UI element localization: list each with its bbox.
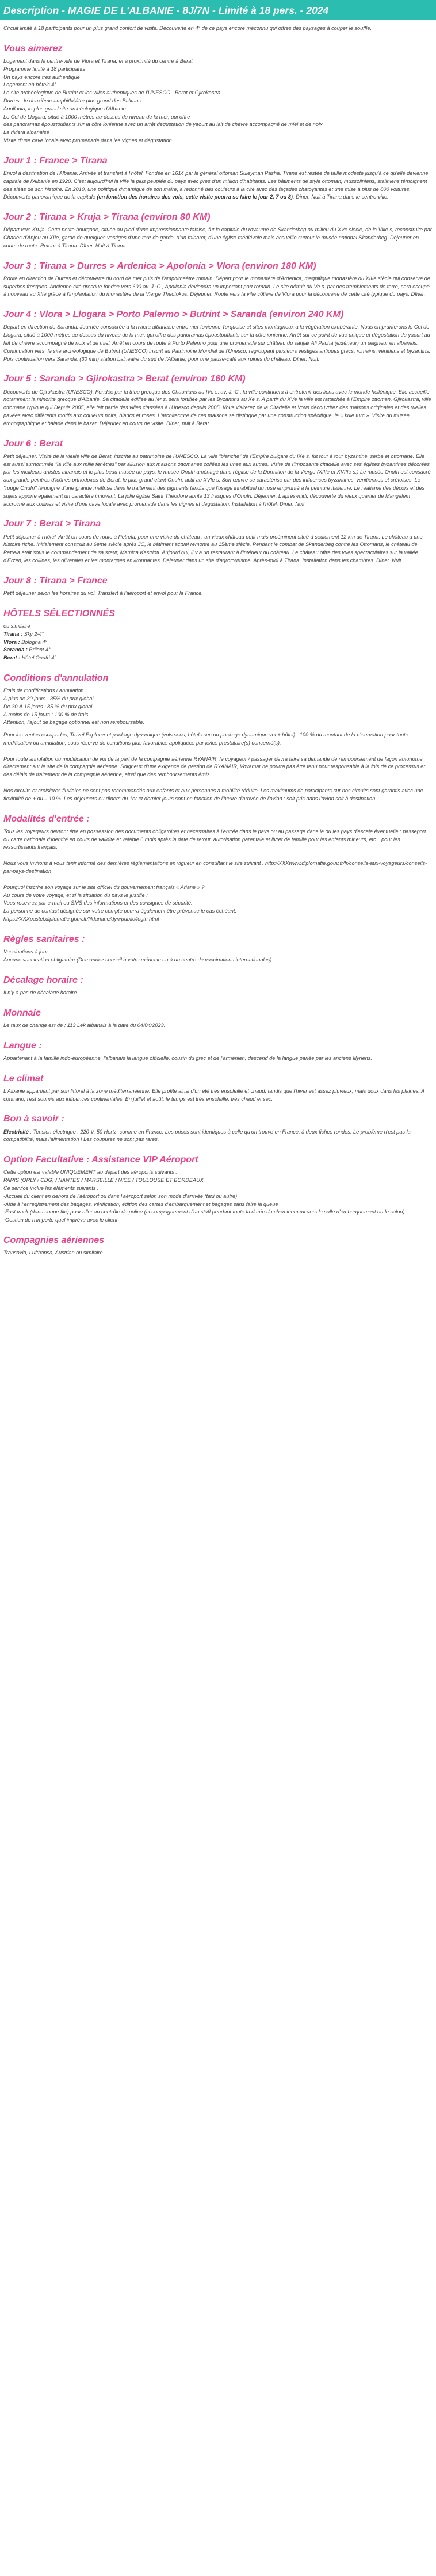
vip-heading: Option Facultative : Assistance VIP Aéroport	[3, 1155, 198, 1165]
hotel-item	[3, 639, 433, 647]
hotel-item	[3, 646, 433, 654]
vip-line: Cette option est valable UNIQUEMENT au départ des aéroports suivants :	[3, 1169, 177, 1176]
sanitaires-line: Aucune vaccination obligatoire (Demandez conseil à votre médecin ou à un centre de vaccinations internationales).	[3, 956, 273, 963]
day-3-heading: Jour 3 : Tirana > Durres > Ardenica > Apolonia > Vlora (environ 180 KM)	[3, 261, 316, 271]
day-7-heading: Jour 7 : Berat > Tirana	[3, 519, 101, 529]
annulation-line: A plus de 30 jours : 35% du prix global	[3, 695, 94, 701]
annulation-line: Frais de modifications / annulation :	[3, 688, 87, 694]
ariane-line: Pourquoi inscrire son voyage sur le site officiel du gouvernement français « Ariane » ?	[3, 884, 205, 890]
hotel-name: Sky 2-4°	[22, 631, 44, 637]
vip-list	[3, 1169, 433, 1224]
atouts-list	[3, 58, 433, 145]
hotel-city: Berat :	[3, 655, 21, 661]
hotel-item	[3, 654, 433, 662]
ariane-line: Vous recevrez par e-mail ou SMS des informations et des consignes de sécurité.	[3, 900, 193, 906]
title-banner	[0, 0, 436, 20]
decalage-heading: Décalage horaire :	[3, 975, 83, 985]
hotel-name: Bologna 4°	[20, 639, 48, 645]
hotel-city: Vlora :	[3, 639, 20, 645]
hotels-heading: HÔTELS SÉLECTIONNÉS	[3, 608, 115, 619]
ariane-info	[3, 884, 433, 923]
atout-item: La riviera albanaise	[3, 129, 49, 136]
annulation-line: Attention, l'ajout de bagage optionnel est non remboursable.	[3, 719, 144, 726]
hotels-intro: ou similaire	[3, 623, 30, 629]
annulation-fees	[3, 687, 433, 727]
vip-line: -Accueil du client en dehors de l'aéroport ou dans l'aéroport selon son mode d'arrivée (taxi ou autre)	[3, 1193, 238, 1199]
atout-item: Logement dans le centre-ville de Vlora et Tirana, et à proximité du centre à Berat	[3, 58, 193, 64]
hotel-item	[3, 631, 433, 639]
sanitaires-list	[3, 948, 433, 964]
atout-item: Un pays encore très authentique	[3, 74, 80, 80]
entree-heading: Modalités d'entrée :	[3, 814, 90, 824]
atout-item: Le site archéologique de Butrint et les villes authentiques de l'UNESCO : Berat et Gjirokastra	[3, 90, 221, 96]
entree-paragraph: Tous les voyageurs devront être en possession des documents obligatoires et nécessaires à l'entrée dans le pays ou au passage dans le ou les pays d'escale éventuelle : passeport ou carte nationale d'identité en cours de validité et valable 6 mois après la date de retour, autorisation parentale et livret de famille pour les enfants mineurs, etc…pour les ressortissants français.	[3, 828, 426, 850]
langue-text: Appartenant à la famille indo-européenne, l'albanais la langue officielle, cousin du grec et de l'arménien, descend de la langue parlée par les anciens Illyriens.	[3, 1055, 372, 1061]
ariane-link[interactable]: https://XXXpastel.diplomatie.gouv.fr/fildariane/dyn/public/login.html	[3, 916, 159, 922]
hotel-city: Saranda :	[3, 647, 28, 653]
savoir-label: Electricité	[3, 1128, 29, 1135]
savoir-heading: Bon à savoir :	[3, 1114, 64, 1124]
hotel-city: Tirana :	[3, 631, 23, 637]
compagnies-heading: Compagnies aériennes	[3, 1235, 105, 1245]
day-6-heading: Jour 6 : Berat	[3, 438, 63, 449]
day-2-text: Départ vers Kruja. Cette petite bourgade, située au pied d'une impressionnante falaise, fut la capitale du royaume de Skanderbeg au milieu du XVe siècle, de la Ville s, reconstruite par Charles d'Anjou au XIIe, garde de quelques vestiges d'une tour de garde, d'un minaret, d'une église médiévale mais accueille surtout le musée national Skanderbeg. Déjeuner en cours de route. Retour à Tirana. Dîner. Nuit à Tirana.	[3, 227, 432, 249]
vip-line: Ce service inclue les éléments suivants :	[3, 1185, 99, 1191]
atout-item: Durres : le deuxième amphithéâtre plus grand des Balkans	[3, 97, 141, 104]
section-heading-atouts: Vous aimerez	[3, 43, 63, 54]
page	[0, 0, 436, 1266]
compagnies-text: Transavia, Lufthansa, Austrian ou similaire	[3, 1250, 103, 1256]
langue-heading: Langue :	[3, 1040, 42, 1051]
day-1-text-b: . Dîner. Nuit à Tirana dans le centre-ville.	[292, 194, 389, 200]
vip-line: -Gestion de n'importe quel imprévu avec le client	[3, 1217, 118, 1223]
atout-item: Visite d'une cave locale avec promenade dans les vignes et dégustation	[3, 137, 172, 143]
atout-item: des panoramas époustouflants sur la côte ionienne avec un arrêt dégustation de yaourt au lait de chèvre accompagné de miel et de noix	[3, 121, 323, 128]
annulation-paragraph: Nos circuits et croisières fluviales ne sont pas recommandés aux enfants et aux personnes à mobilité réduite. Les maximums de participants sur nos circuits sont garantis avec une flexibilité de + ou – 10 %. Les déjeuners ou dîners du 1er et dernier jours sont en fonction de l'heure d'arrivée de l'avion : soit pris dans l'avion soit à destination.	[3, 788, 423, 802]
description-content	[0, 20, 436, 1266]
climat-heading: Le climat	[3, 1073, 44, 1083]
hotel-name: Hôtel Onufri 4°	[20, 655, 57, 661]
sanitaires-heading: Règles sanitaires :	[3, 934, 85, 944]
annulation-line: A moins de 15 jours : 100 % de frais	[3, 711, 89, 718]
atout-item: Programme limité à 18 participants	[3, 66, 85, 72]
day-1-note: (en fonction des horaires des vols, cette visite pourra se faire le jour 2, 7 ou 8)	[97, 194, 293, 200]
annulation-heading: Conditions d'annulation	[3, 673, 109, 683]
atout-item: Logement en hôtels 4°	[3, 82, 57, 88]
day-7-text: Petit déjeuner à l'hôtel. Arrêt en cours de route à Petrela, pour une visite du château : un vieux château petit mais proéminent situé à seulement 12 km de Tirana. Le château a une histoire riche. Initialement construit au 6ème siècle après JC, le bâtiment actuel remonte au 15ème siècle. Pendant le combat de Skanderbeg contre les Ottomans, le château de Petrela était sous le commandement de sa sœur, Mamica Kastrioti. Aujourd'hui, il y a un restaurant à l'intérieur du château. Le château offre des vues spectaculaires sur la vallée d'Erzen, les collines, les oliveraies et les montagnes environnantes. Déjeuner dans un site d'agrotourisme. Après-midi à Tirana. Installation dans les chambres. Dîner. Nuit.	[3, 533, 423, 563]
entree-paragraph: Nous vous invitons à vous tenir informé des dernières réglementations en vigueur en consultant le site suivant : http://XXXwww.diplomatie.gouv.fr/fr/conseils-aux-voyageurs/conseils-par-pays-destination	[3, 860, 427, 875]
annulation-paragraph: Pour les ventes escapades, Travel Explorer et package dynamique (vols secs, hôtels sec ou package dynamique vol + hôtel) : 100 % du montant de la réservation pour toute modification ou annulation, sous réserve de conditions plus favorables appliquées par le/les prestataire(s) concerné(s).	[3, 732, 408, 746]
vip-line: -Fast track (dans coupe file) pour aller au contrôle de police (accompagnement d'un staff pendant toute la durée du cheminement vers la salle d'embarquement ou le salon)	[3, 1209, 405, 1215]
sanitaires-line: Vaccinations à jour.	[3, 949, 49, 955]
climat-text: L'Albanie appartient par son littoral à la zone méditerranéenne. Elle profite ainsi d'un été très ensoleillé et chaud, tandis que l'hiver est assez pluvieux, mais doux dans les plaines. A contrario, l'est soumis aux influences continentales. En juillet et août, le temps est très ensoleillé, très chaud et sec.	[3, 1087, 424, 1102]
monnaie-heading: Monnaie	[3, 1007, 41, 1018]
intro-text: Circuit limité à 18 participants pour un plus grand confort de visite. Découverte en 4° de ce pays encore méconnu qui offres des paysages à couper le souffle.	[3, 25, 372, 31]
day-6-text: Petit déjeuner. Visite de la vieille ville de Berat, inscrite au patrimoine de l'UNESCO. La ville "blanche" de l'Empire bulgare du IXe s. fut tour à tour byzantine, serbe et ottomane. Elle est aussi surnommée "la ville aux mille fenêtres" par allusion aux maisons ottomanes collées les unes aux autres. Visite de l'imposante citadelle avec ses églises byzantines décorées par les meilleurs artistes albanais et le plus beau musée du pays, le musée Onufri aménagé dans l'église de la Dormition de la Vierge (XIIIe et XVIIIe s.) Le musée Onufri est consacré aux grands peintres d'icônes orthodoxes de Berat, le plus grand étant Onufri, actif au XVIe s. Son œuvre se caractérise par des influences byzantines, vénitiennes et crétoises. Le "rouge Onufri" témoigne d'une grande maîtrise dans le traitement des pigments tandis que l'usage inhabituel du rose emprunté à la peinture italienne. Le réalisme des décors et des sujets apporte également un caractère innovant. La jolie église Saint Théodore abrite 13 fresques d'Onufri. Déjeuner. L'après-midi, découverte du vieux quartier de Mangalem accroché aux collines et visite d'une cave locale avec promenade dans les vignes et dégustation. Installation à l'hôtel. Dîner. Nuit.	[3, 453, 431, 507]
day-8-heading: Jour 8 : Tirana > France	[3, 575, 108, 586]
hotel-name: Brilant 4°	[27, 647, 51, 653]
day-5-heading: Jour 5 : Saranda > Gjirokastra > Berat (environ 160 KM)	[3, 374, 246, 384]
day-8-text: Petit déjeuner selon les horaires du vol. Transfert à l'aéroport et envol pour la France.	[3, 590, 203, 596]
ariane-line: Au cours de votre voyage, et si la situation du pays le justifie :	[3, 892, 148, 898]
vip-line: -Aide à l'enregistrement des bagages, vérification, édition des cartes d'embarquement et bagages sans faire la queue	[3, 1201, 278, 1207]
page-title: Description - MAGIE DE L'ALBANIE - 8J/7N - Limité à 18 pers. - 2024	[3, 5, 329, 16]
atout-item: Le Col de Llogara, situé à 1000 mètres au-dessus du niveau de la mer, qui offre	[3, 113, 190, 120]
annulation-paragraph: Pour toute annulation ou modification de vol de la part de la compagnie aérienne RYANAIR, le voyageur / passager devra faire sa demande de remboursement de façon autonome directement sur le site de la compagnie aérienne. Soigneux d'une exigence de gestion de RYANAIR, Voyamar ne pourra pas être tenu pour responsable à la fois de ce processus et des délais de traitement de la compagnie aérienne, ainsi que des remboursements émis.	[3, 755, 425, 778]
savoir-body: : Tension électrique : 220 V, 50 Hertz, comme en France. Les prises sont identiques à celle qu'on trouve en France, à deux fiches rondes. Le problème n'est pas la compatibilité, mais l'alimentation ! Les coupures ne sont pas rares.	[3, 1128, 411, 1143]
day-1-text-a: Envol à destination de l'Albanie. Arrivée et transfert à l'hôtel. Fondée en 1614 par le général ottoman Suleyman Pasha, Tirana est restée de taille modeste jusqu'à ce qu'elle devienne capitale de l'Albanie en 1920. C'est aujourd'hui la ville la plus peuplée du pays avec près d'un million d'habitants. Les bâtiments de style ottoman, mussoliniens, staliniens témoignent des aléas de son histoire. En 2010, une politique dynamique de son maire, a redonné des couleurs à la cité avec des façades chatoyantes et une mise à plus de 800 voitures. Découverte panoramique de la capitale	[3, 170, 429, 200]
atout-item: Apollonia, le plus grand site archéologique d'Albanie	[3, 105, 126, 112]
day-3-text: Route en direction de Durres et découverte du nord de mer puis de l'amphithéâtre romain. Départ pour le monastère d'Ardenica, magnifique monastère du XIIIe siècle qui conserve de superbes fresques. Ancienne cité grecque fondée vers 600 av. J.-C., Apollonia deviendra un important port romain. Le site détruit au Ve s. par des tremblements de terre, sera occupé à nouveau au XIIe grâce à l'implantation du monastère de la Vierge Theotokos. Déjeuner. Route vers la ville côtière de Vlora pour la découverte de cette cité typique du pays. Dîner.	[3, 275, 430, 297]
vip-line: PARIS (ORLY / CDG) / NANTES / MARSEILLE / NICE / TOULOUSE ET BORDEAUX	[3, 1177, 204, 1184]
ariane-line: La personne de contact désignée sur votre compte pourra également être prévenue le cas échéant.	[3, 908, 237, 914]
savoir-text	[3, 1128, 433, 1144]
decalage-text: Il n'y a pas de décalage horaire	[3, 989, 77, 995]
hotels-list	[3, 623, 433, 662]
day-4-text: Départ en direction de Saranda. Journée consacrée à la riviera albanaise entre mer Ionienne Turquoise et sites montagneux à la végétation exubérante. Nous emprunterons le Col de Llogara, situé à 1000 mètres au-dessus du niveau de la mer, qui offre des panoramas époustouflants sur la côte ionienne. Arrêt sur ce point de vue unique et dégustation du yaourt au lait de chèvre accompagné de noix et de miel. Arrêt en cours de route à Porto Palermo pour une promenade sur château du sanjak Ali Pacha (extérieur) un seigneur en albanais. Continuation vers, le site archéologique de Butrint (UNESCO) inscrit au Patrimoine Mondial de l'Unesco, regroupant plusieurs vestiges antiques grecs, romains, vénitiens et byzantins. Puis continuation vers Saranda, (30 min) station balnéaire du sud de l'Albanie, pour une pause-café aux ruines du château. Dîner. Nuit.	[3, 324, 431, 362]
day-2-heading: Jour 2 : Tirana > Kruja > Tirana (environ 80 KM)	[3, 212, 211, 223]
day-1-heading: Jour 1 : France > Tirana	[3, 155, 108, 166]
day-4-heading: Jour 4 : Vlora > Llogara > Porto Palermo > Butrint > Saranda (environ 240 KM)	[3, 310, 344, 320]
annulation-line: De 30 À 15 jours : 85 % du prix global	[3, 703, 93, 709]
day-1-text	[3, 170, 433, 201]
monnaie-text: Le taux de change est de : 113 Lek albanais à la date du 04/04/2023.	[3, 1022, 166, 1028]
day-5-text: Découverte de Gjirokastra (UNESCO). Fondée par la tribu grecque des Chaonians au IVe s. av. J.-C., la ville continuera à entretenir des liens avec le monde hellénique. Elle accueille notamment la minorité grecque d'Albanie. Sa citadelle édifiée au Ier s. sera fortifiée par les Byzantins au Xe s. A partir du XVe la ville est rattachée à l'Empire ottoman. Gjirokastra, ville ottomane typique qui Depuis 2005, elle fait partie des villes classées à l'Unesco depuis 2005. Vous visiterez de la Citadelle et Vous découvrirez des maisons originales et des ruelles pavées avec différents motifs aux couleurs noirs, blancs et roses. L'architecture de ces maisons se distingue par une construction spécifique, le « kule turc ». Visite du musée ethnographique et balade dans le bazar. Déjeuner en cours de visite. Dîner, nuit à Berat.	[3, 388, 431, 426]
